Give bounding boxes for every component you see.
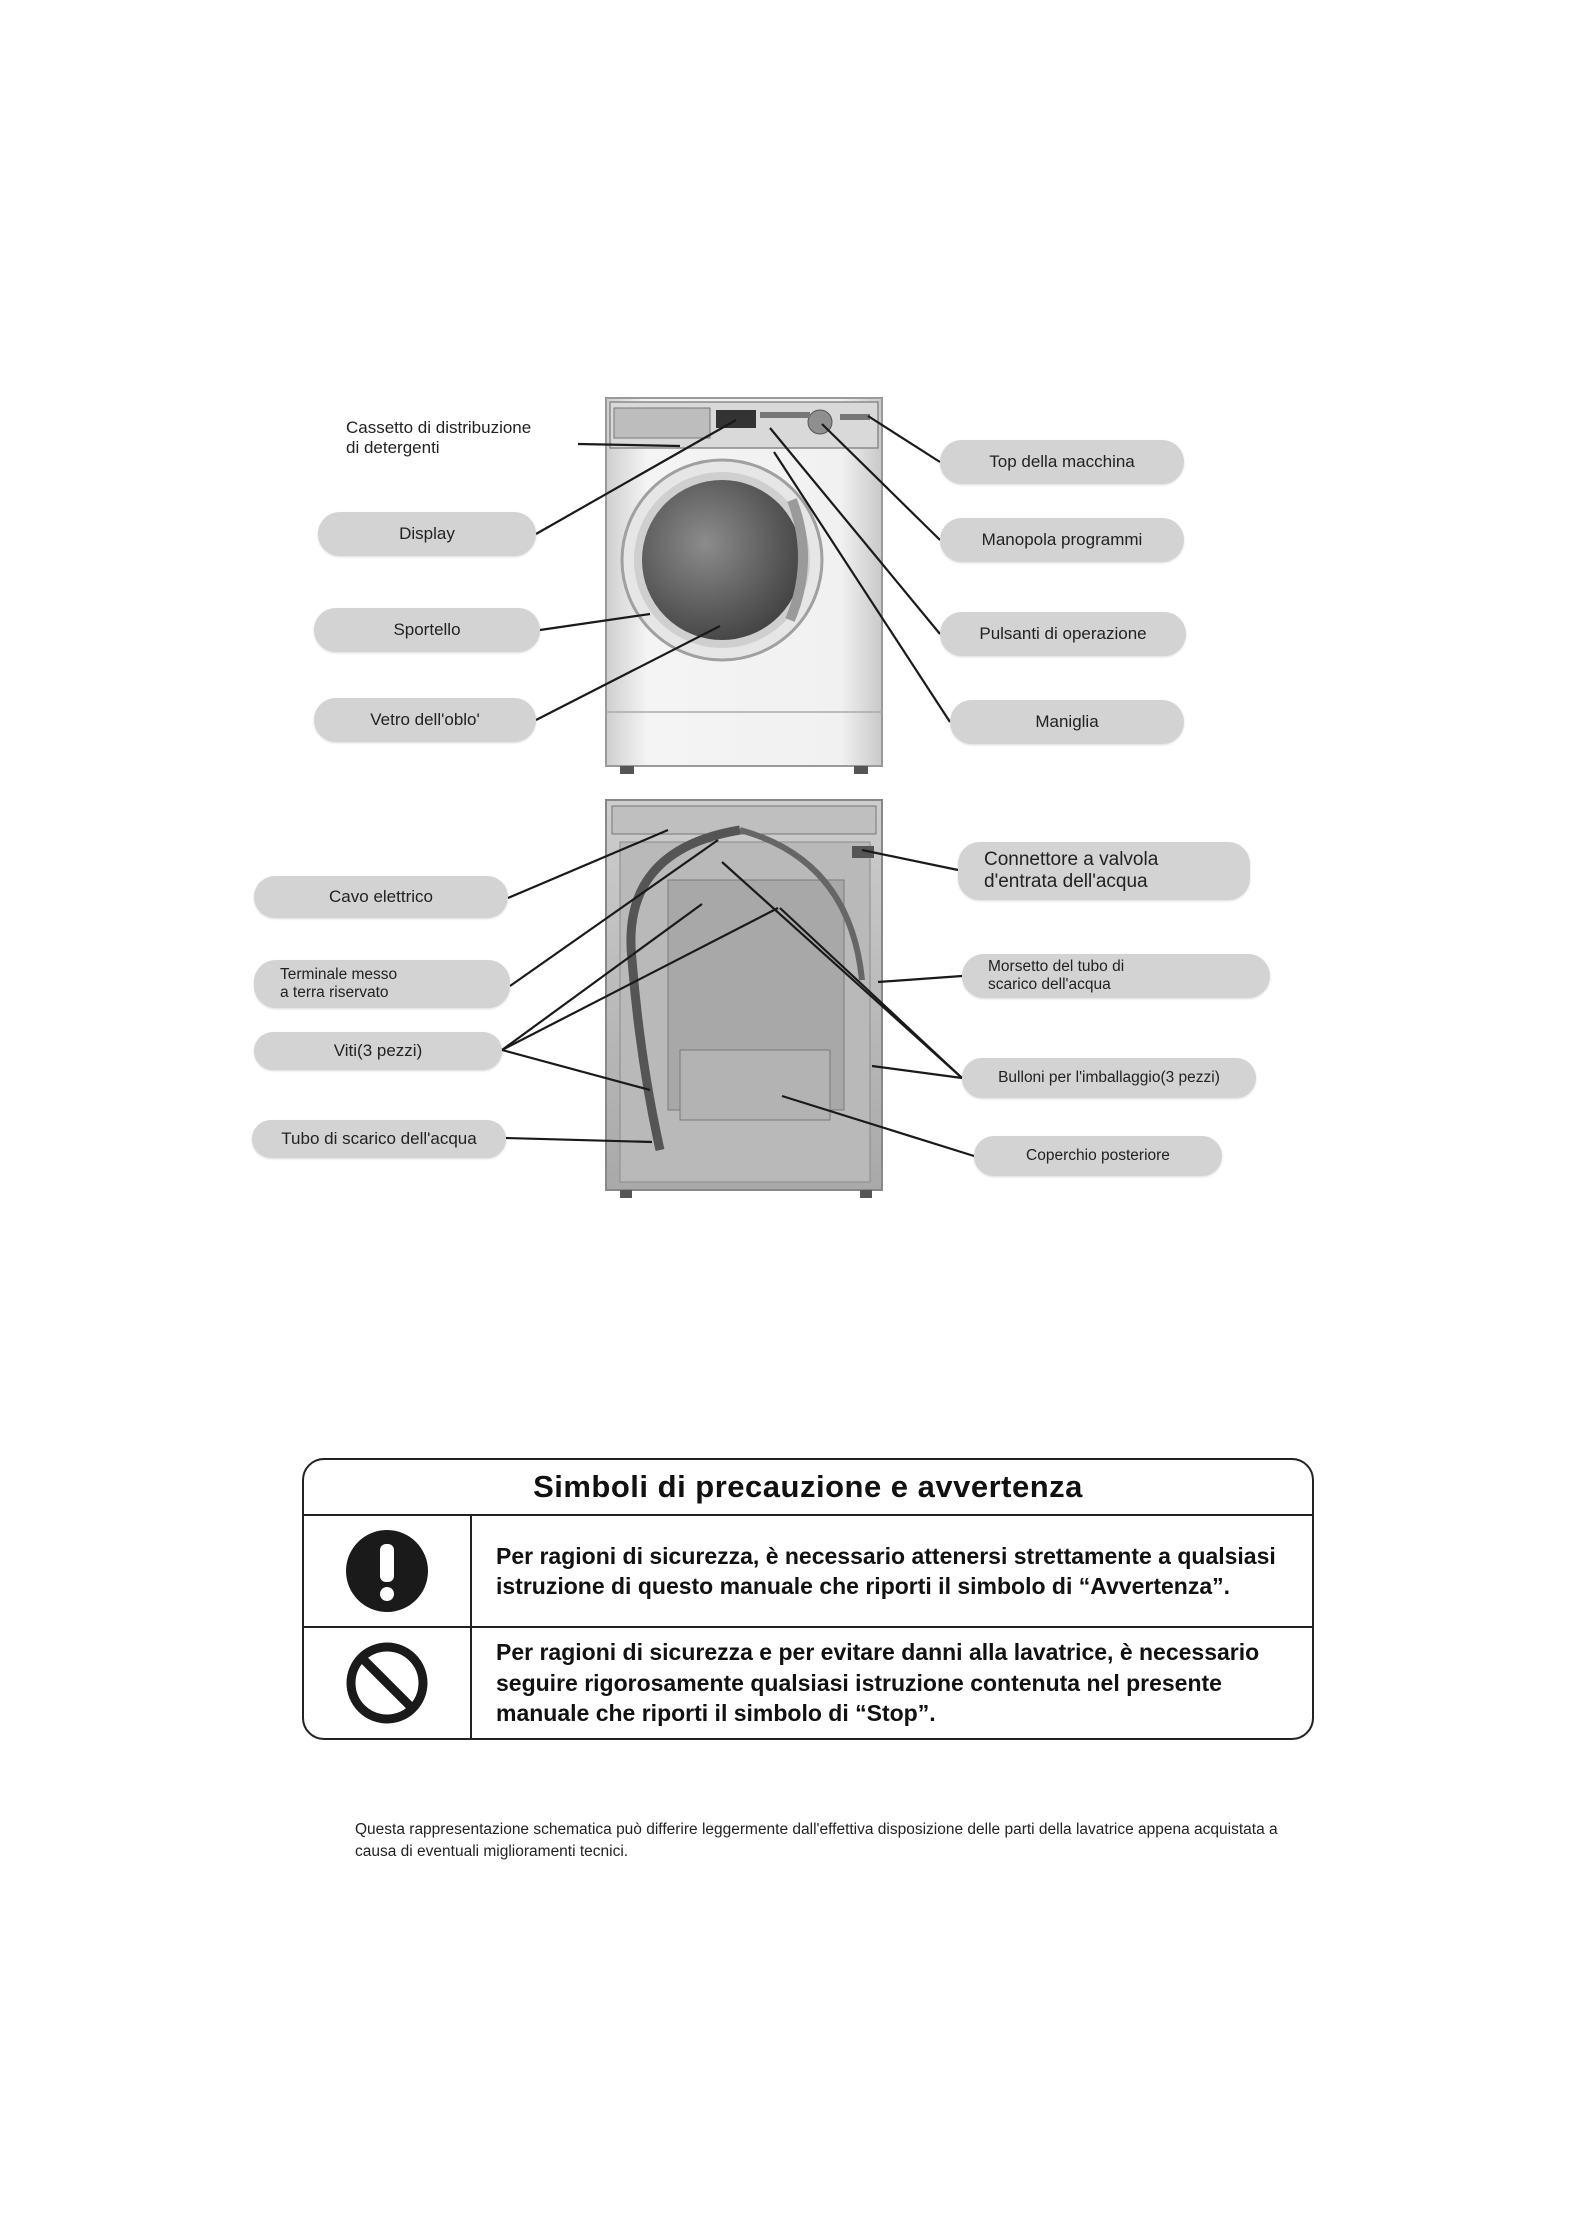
label-tubo: Tubo di scarico dell'acqua <box>252 1120 506 1158</box>
label-coperchio: Coperchio posteriore <box>974 1136 1222 1176</box>
front-washing-machine <box>606 398 882 774</box>
label-maniglia: Maniglia <box>950 700 1184 744</box>
caution-table <box>302 1458 1314 1740</box>
back-washing-machine <box>606 800 882 1198</box>
label-pulsanti: Pulsanti di operazione <box>940 612 1186 656</box>
footnote: Questa rappresentazione schematica può differire leggermente dall'effettiva disposizione delle parti della lavatrice appena acquistata a causa di eventuali miglioramenti tecnici. <box>355 1821 1278 1861</box>
label-viti: Viti(3 pezzi) <box>254 1032 502 1070</box>
label-cassetto: Cassetto di distribuzione di detergenti <box>346 418 532 457</box>
label-manopola: Manopola programmi <box>940 518 1184 562</box>
caution-title: Simboli di precauzione e avvertenza <box>304 1460 1312 1516</box>
label-vetro: Vetro dell'oblo' <box>314 698 536 742</box>
label-display: Display <box>318 512 536 556</box>
prohibited-circle-icon <box>344 1640 430 1726</box>
label-top: Top della macchina <box>940 440 1184 484</box>
exclamation-circle-icon <box>344 1528 430 1614</box>
stop-text: Per ragioni di sicurezza e per evitare danni alla lavatrice, è necessario seguire rigorosamente qualsiasi istruzione contenuta nel presente manuale che riporti il simbolo di “Stop”. <box>496 1639 1260 1727</box>
label-terminale: Terminale messo a terra riservato <box>254 960 510 1008</box>
warning-text: Per ragioni di sicurezza, è necessario attenersi strettamente a qualsiasi istruzione di questo manuale che riporti il simbolo di “Avvertenza”. <box>496 1542 1276 1599</box>
label-cavo: Cavo elettrico <box>254 876 508 918</box>
label-sportello: Sportello <box>314 608 540 652</box>
caution-row-stop <box>304 1626 1312 1738</box>
label-connettore: Connettore a valvola d'entrata dell'acqua <box>958 842 1250 900</box>
label-bulloni: Bulloni per l'imballaggio(3 pezzi) <box>962 1058 1256 1098</box>
label-morsetto: Morsetto del tubo di scarico dell'acqua <box>962 954 1270 998</box>
caution-row-warning <box>304 1516 1312 1626</box>
